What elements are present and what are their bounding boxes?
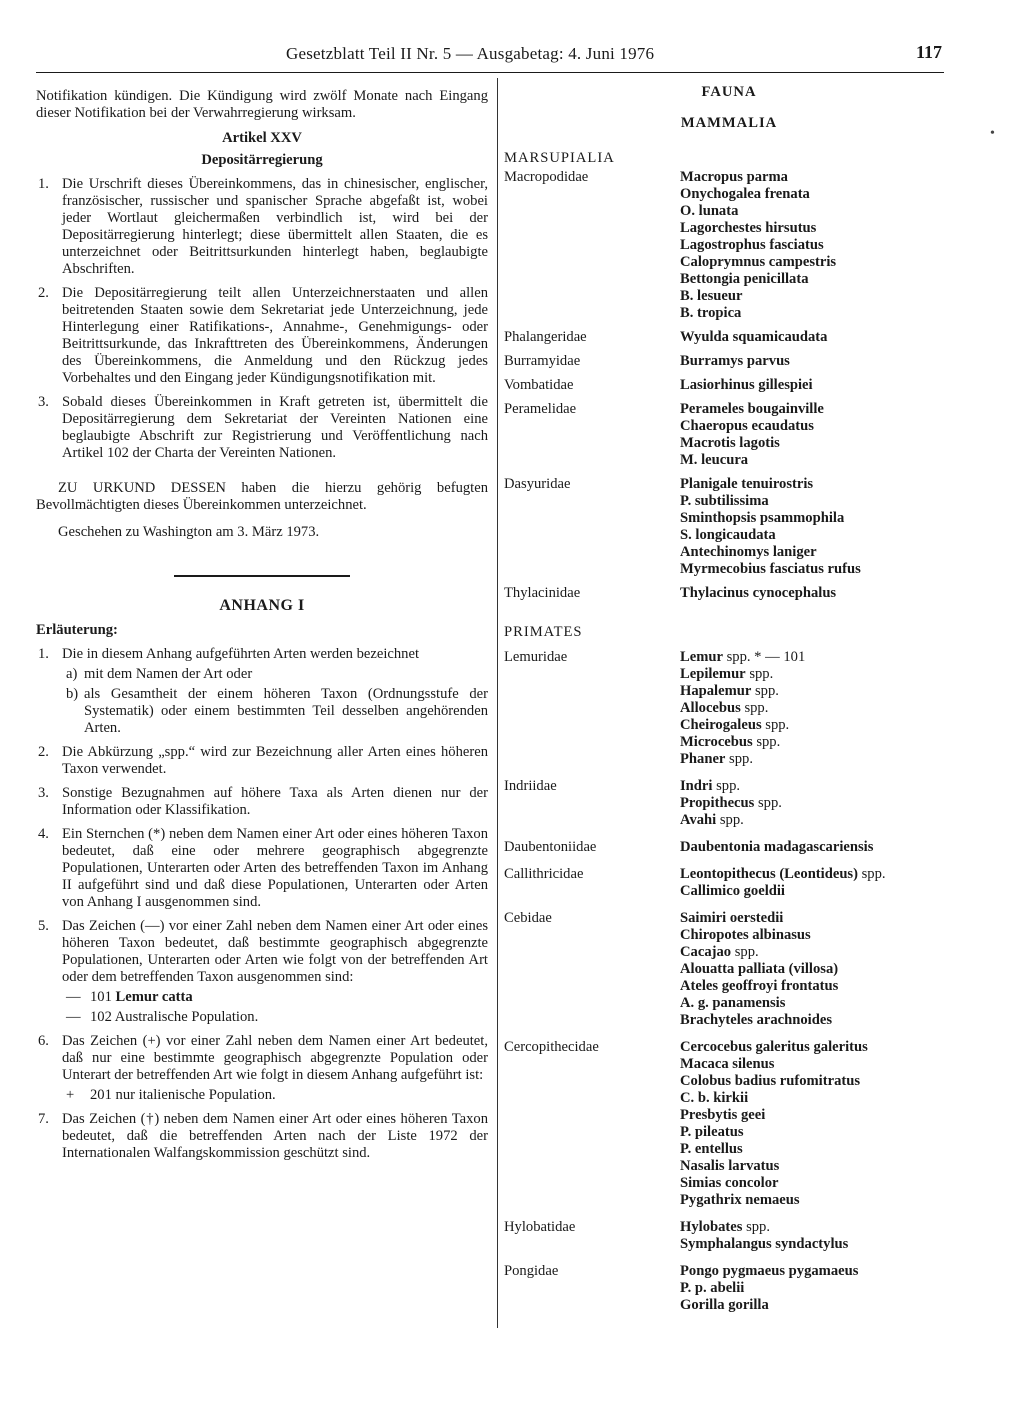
family-row xyxy=(504,866,924,900)
subitem-text: als Gesamtheit der einem höheren Taxon (Ordnungsstufe der Systematik) oder einem bestimmten Teil desselben angehörenden Arten. xyxy=(84,686,488,736)
species-annotation: spp. * — 101 xyxy=(722,649,806,665)
species-list xyxy=(680,1263,858,1314)
species-name xyxy=(680,1073,868,1090)
species-binomial: Symphalangus syndactylus xyxy=(680,1236,849,1252)
family-name: Lemuridae xyxy=(504,649,568,665)
example-number: 101 xyxy=(90,989,112,1005)
mammalia-heading: MAMMALIA xyxy=(680,115,778,131)
column-divider xyxy=(497,78,498,1328)
family-name: Dasyuridae xyxy=(504,476,571,492)
species-name: Wyulda squamicaudata xyxy=(680,329,828,345)
species-name: Chaeropus ecaudatus xyxy=(680,418,814,434)
species-name xyxy=(680,883,886,900)
species-name xyxy=(680,1280,858,1297)
example-text: Australische Population. xyxy=(114,1009,259,1025)
intro-paragraph: Notifikation kündigen. Die Kündigung wird zwölf Monate nach Eingang dieser Notifikation bei der Verwahrregierung wirksam. xyxy=(36,88,488,121)
article-items xyxy=(36,176,488,462)
species-name xyxy=(680,751,805,768)
subitem-label: b) xyxy=(66,686,79,702)
family-name: Callithricidae xyxy=(504,866,584,882)
subitem-text: mit dem Namen der Art oder xyxy=(84,666,253,682)
item-number: 2. xyxy=(38,285,49,301)
species-binomial: Macaca silenus xyxy=(680,1056,775,1072)
species-list xyxy=(680,839,873,856)
item-number: 6. xyxy=(38,1033,49,1049)
species-name xyxy=(680,910,838,927)
species-name xyxy=(680,700,805,717)
species-name: Lagostrophus fasciatus xyxy=(680,237,824,253)
species-name xyxy=(680,866,886,883)
family-name: Cebidae xyxy=(504,910,552,926)
bullet-mark: • xyxy=(990,126,995,141)
item-number: 2. xyxy=(38,744,49,760)
family-name: Burramyidae xyxy=(504,353,581,369)
species-binomial: Cercocebus galeritus galeritus xyxy=(680,1039,868,1055)
annex-subitem xyxy=(36,686,488,737)
family-row xyxy=(504,649,924,768)
family-row xyxy=(504,778,924,829)
family-row xyxy=(504,329,924,346)
item-text: Das Zeichen (+) vor einer Zahl neben dem Namen einer Art bedeutet, daß nur eine bestimmte geographisch abgegrenzte Population oder Unterart der betreffenden Art wie folgt in diesem Anhang aufgeführt ist: xyxy=(62,1033,488,1083)
family-name: Macropodidae xyxy=(504,169,589,185)
item-text: Das Zeichen (†) neben dem Namen einer Art oder eines höheren Taxon bedeutet, daß die betreffenden Arten nach der Liste 1972 der Internationalen Walfangskommission geschützt sind. xyxy=(62,1111,488,1161)
species-name xyxy=(680,927,838,944)
species-name xyxy=(680,795,782,812)
family-row xyxy=(504,910,924,1029)
primates-table xyxy=(504,649,924,1314)
family-name: Peramelidae xyxy=(504,401,577,417)
annex-item-7 xyxy=(36,1111,488,1162)
species-binomial: Pongo pygmaeus pygamaeus xyxy=(680,1263,859,1279)
family-name: Cercopithecidae xyxy=(504,1039,599,1055)
right-column xyxy=(504,84,924,1314)
species-list xyxy=(680,1039,868,1209)
species-name: O. lunata xyxy=(680,203,739,219)
marsupialia-heading: MARSUPIALIA xyxy=(504,150,615,166)
species-binomial: Phaner xyxy=(680,751,726,767)
species-list xyxy=(680,377,813,394)
family-row xyxy=(504,585,924,602)
species-name: Lasiorhinus gillespiei xyxy=(680,377,813,393)
species-binomial: Nasalis larvatus xyxy=(680,1158,780,1174)
item-text: Ein Sternchen (*) neben dem Namen einer Art oder eines höheren Taxon bedeutet, daß eine oder mehrere geographisch abgegrenzte Populationen, Unterarten oder Arten des betreffenden Taxon im Anhang II aufgeführt sind und daß diese Populationen, Unterarten oder Arten von Anhang I ausgenommen sind. xyxy=(62,826,488,910)
annex-item-1 xyxy=(36,646,488,663)
item-5-examples xyxy=(36,989,488,1026)
item-text: Sonstige Bezugnahmen auf höhere Taxa als Arten dienen nur der Information oder Klassifikation. xyxy=(62,785,488,818)
species-name: Sminthopsis psammophila xyxy=(680,510,845,526)
species-name xyxy=(680,812,782,829)
species-name: Caloprymnus campestris xyxy=(680,254,837,270)
item-text: Die Abkürzung „spp.“ wird zur Bezeichnung aller Arten eines höheren Taxon verwendet. xyxy=(62,744,488,777)
annex-item xyxy=(36,826,488,911)
species-annotation: spp. xyxy=(731,944,759,960)
left-column xyxy=(36,88,488,1162)
species-binomial: Daubentonia madagascariensis xyxy=(680,839,874,855)
species-binomial: Lemur xyxy=(680,649,723,665)
species-list xyxy=(680,329,827,346)
article-item xyxy=(36,285,488,387)
item-number: 3. xyxy=(38,785,49,801)
species-name: B. tropica xyxy=(680,305,742,321)
species-name xyxy=(680,1039,868,1056)
species-name xyxy=(680,978,838,995)
family-row xyxy=(504,1039,924,1209)
species-annotation: spp. xyxy=(754,795,782,811)
species-binomial: Avahi xyxy=(680,812,717,828)
exclusion-example xyxy=(36,1009,488,1026)
species-name xyxy=(680,839,873,856)
species-name xyxy=(680,1107,868,1124)
species-name: P. subtilissima xyxy=(680,493,769,509)
species-binomial: Indri xyxy=(680,778,713,794)
species-annotation: spp. xyxy=(725,751,753,767)
species-list xyxy=(680,649,805,768)
species-name xyxy=(680,1090,868,1107)
species-name xyxy=(680,1141,868,1158)
species-list xyxy=(680,169,836,322)
article-subtitle: Depositärregierung xyxy=(201,152,323,168)
species-binomial: Colobus badius rufomitratus xyxy=(680,1073,861,1089)
annex-title: ANHANG I xyxy=(219,597,305,614)
species-binomial: Allocebus xyxy=(680,700,741,716)
item-number: 1. xyxy=(38,176,49,192)
example-species: Lemur catta xyxy=(115,989,193,1005)
annex-item xyxy=(36,918,488,986)
item-text: Sobald dieses Übereinkommen in Kraft getreten ist, übermittelt die Depositärregierung dem Sekretariat der Vereinten Nationen eine beglaubigte Abschrift zur Registrierung und Veröffentlichung nach Artikel 102 der Charta der Vereinten Nationen. xyxy=(62,394,488,461)
species-name xyxy=(680,1297,858,1314)
species-name: Burramys parvus xyxy=(680,353,790,369)
plus-symbol: + xyxy=(66,1087,75,1103)
family-row xyxy=(504,401,924,469)
family-row xyxy=(504,1219,924,1253)
species-name: Thylacinus cynocephalus xyxy=(680,585,837,601)
species-name: S. longicaudata xyxy=(680,527,776,543)
species-name xyxy=(680,683,805,700)
item-6-example xyxy=(36,1087,488,1104)
species-binomial: Ateles geoffroyi frontatus xyxy=(680,978,839,994)
species-binomial: P. entellus xyxy=(680,1141,743,1157)
species-name: Antechinomys laniger xyxy=(680,544,817,560)
species-binomial: Presbytis geei xyxy=(680,1107,766,1123)
species-name xyxy=(680,649,805,666)
annex-item xyxy=(36,785,488,819)
species-binomial: C. b. kirkii xyxy=(680,1090,749,1106)
item-number: 3. xyxy=(38,394,49,410)
species-name: Myrmecobius fasciatus rufus xyxy=(680,561,861,577)
family-name: Daubentoniidae xyxy=(504,839,597,855)
done-paragraph: Geschehen zu Washington am 3. März 1973. xyxy=(58,524,320,540)
item-text: Das Zeichen (—) vor einer Zahl neben dem Namen einer Art oder eines höheren Taxon bedeutet, daß bestimmte geographisch abgegrenzte Populationen, Unterarten oder Arten wie folgt von der betreffenden Art oder dem betreffenden Taxon ausgenommen sind: xyxy=(62,918,488,985)
species-annotation: spp. xyxy=(751,683,779,699)
species-binomial: Cheirogaleus xyxy=(680,717,762,733)
annex-item-6 xyxy=(36,1033,488,1084)
species-name: Planigale tenuirostris xyxy=(680,476,814,492)
species-binomial: Gorilla gorilla xyxy=(680,1297,769,1313)
species-binomial: Hylobates xyxy=(680,1219,743,1235)
item-text: Die Urschrift dieses Übereinkommens, das in chinesischer, englischer, französischer, russischer und spanischer Sprache abgefaßt ist, wobei jeder Wortlaut gleichermaßen verbindlich ist, wird bei der Depositärregierung hinterlegt; diese übermittelt allen Staaten, die es unterzeichnet oder Beitrittsurkunden hinterlegt haben, beglaubigte Abschriften. xyxy=(62,176,488,277)
article-item xyxy=(36,176,488,278)
species-name: Onychogalea frenata xyxy=(680,186,810,202)
item-number: 5. xyxy=(38,918,49,934)
item-number: 1. xyxy=(38,646,49,662)
species-name xyxy=(680,1158,868,1175)
family-name: Hylobatidae xyxy=(504,1219,576,1235)
subitem-label: a) xyxy=(66,666,78,682)
species-name xyxy=(680,1056,868,1073)
species-name xyxy=(680,944,838,961)
species-name: Macrotis lagotis xyxy=(680,435,780,451)
species-name xyxy=(680,1192,868,1209)
species-name: Lagorchestes hirsutus xyxy=(680,220,817,236)
annex-item-1-subs xyxy=(36,666,488,737)
item-number: 7. xyxy=(38,1111,49,1127)
item-number: 4. xyxy=(38,826,49,842)
species-name xyxy=(680,961,838,978)
species-list xyxy=(680,910,838,1029)
species-name xyxy=(680,1219,848,1236)
annex-subitem xyxy=(36,666,488,683)
species-list xyxy=(680,476,861,578)
species-name: Bettongia penicillata xyxy=(680,271,809,287)
species-binomial: Leontopithecus (Leontideus) xyxy=(680,866,858,882)
species-name xyxy=(680,1124,868,1141)
species-name xyxy=(680,666,805,683)
species-annotation: spp. xyxy=(712,778,741,794)
item-text: Die in diesem Anhang aufgeführten Arten werden bezeichnet xyxy=(62,646,420,662)
species-list xyxy=(680,778,782,829)
example-number: 102 xyxy=(90,1009,112,1025)
witness-paragraph: ZU URKUND DESSEN haben die hierzu gehörig befugten Bevollmächtigten dieses Übereinkommen unterzeichnet. xyxy=(36,480,488,513)
family-name: Phalangeridae xyxy=(504,329,587,345)
species-binomial: Pygathrix nemaeus xyxy=(680,1192,800,1208)
species-name xyxy=(680,1175,868,1192)
family-row xyxy=(504,839,924,856)
species-name xyxy=(680,1263,858,1280)
header-title: Gesetzblatt Teil II Nr. 5 — Ausgabetag: 4. Juni 1976 xyxy=(286,44,655,63)
species-annotation: spp. xyxy=(752,734,781,750)
species-binomial: Lepilemur xyxy=(680,666,746,682)
species-name xyxy=(680,1236,848,1253)
section-rule xyxy=(174,575,350,577)
species-annotation: spp. xyxy=(745,666,774,682)
species-list xyxy=(680,1219,848,1253)
species-binomial: Saimiri oerstedii xyxy=(680,910,784,926)
annex-item xyxy=(36,744,488,778)
species-name xyxy=(680,995,838,1012)
species-annotation: spp. xyxy=(857,866,886,882)
species-annotation: spp. xyxy=(740,700,769,716)
species-binomial: Microcebus xyxy=(680,734,753,750)
exclusion-example xyxy=(36,989,488,1006)
species-name: M. leucura xyxy=(680,452,749,468)
family-name: Pongidae xyxy=(504,1263,559,1279)
species-name xyxy=(680,778,782,795)
family-row xyxy=(504,377,924,394)
annex-explanation: Erläuterung: xyxy=(36,622,118,638)
marsupialia-table xyxy=(504,169,924,602)
species-binomial: A. g. panamensis xyxy=(680,995,786,1011)
species-name: Macropus parma xyxy=(680,169,788,185)
species-binomial: Simias concolor xyxy=(680,1175,779,1191)
annex-items-mid xyxy=(36,744,488,986)
species-name: B. lesueur xyxy=(680,288,743,304)
example-text: 201 nur italienische Population. xyxy=(90,1087,276,1103)
species-binomial: P. p. abelii xyxy=(680,1280,745,1296)
species-list xyxy=(680,353,790,370)
species-name xyxy=(680,717,805,734)
dash-symbol: — xyxy=(66,989,81,1005)
page-header xyxy=(36,40,944,73)
item-text: Die Depositärregierung teilt allen Unterzeichnerstaaten und allen beitretenden Staaten sowie dem Sekretariat jede Unterzeichnung, jede Hinterlegung einer Ratifikations-, Annahme-, Genehmigungs- oder Beitrittsurkunde, das Inkrafttreten des Übereinkommens, Änderungen des Übereinkommens, die Anmeldung und den Rückzug jedes Vorbehaltes und den Eingang jeder Kündigungsnotifikation mit. xyxy=(62,285,488,386)
species-binomial: P. pileatus xyxy=(680,1124,744,1140)
article-item xyxy=(36,394,488,462)
species-annotation: spp. xyxy=(761,717,790,733)
species-name xyxy=(680,1012,838,1029)
species-binomial: Callimico goeldii xyxy=(680,883,785,899)
family-row xyxy=(504,1263,924,1314)
dash-symbol: — xyxy=(66,1009,81,1025)
page-number: 117 xyxy=(915,42,942,62)
species-name xyxy=(680,734,805,751)
family-row xyxy=(504,169,924,322)
family-name: Vombatidae xyxy=(504,377,574,393)
family-name: Indriidae xyxy=(504,778,557,794)
species-binomial: Cacajao xyxy=(680,944,732,960)
primates-heading: PRIMATES xyxy=(504,624,583,640)
family-row xyxy=(504,476,924,578)
species-binomial: Propithecus xyxy=(680,795,755,811)
family-row xyxy=(504,353,924,370)
family-name: Thylacinidae xyxy=(504,585,581,601)
species-list xyxy=(680,866,886,900)
species-annotation: spp. xyxy=(742,1219,771,1235)
species-list xyxy=(680,401,824,469)
article-title: Artikel XXV xyxy=(222,130,302,146)
species-list xyxy=(680,585,836,602)
species-binomial: Brachyteles arachnoides xyxy=(680,1012,833,1028)
species-annotation: spp. xyxy=(716,812,744,828)
species-binomial: Chiropotes albinasus xyxy=(680,927,811,943)
fauna-heading: FAUNA xyxy=(701,84,757,100)
species-binomial: Alouatta palliata (villosa) xyxy=(680,961,839,977)
species-binomial: Hapalemur xyxy=(680,683,752,699)
species-name: Perameles bougainville xyxy=(680,401,824,417)
